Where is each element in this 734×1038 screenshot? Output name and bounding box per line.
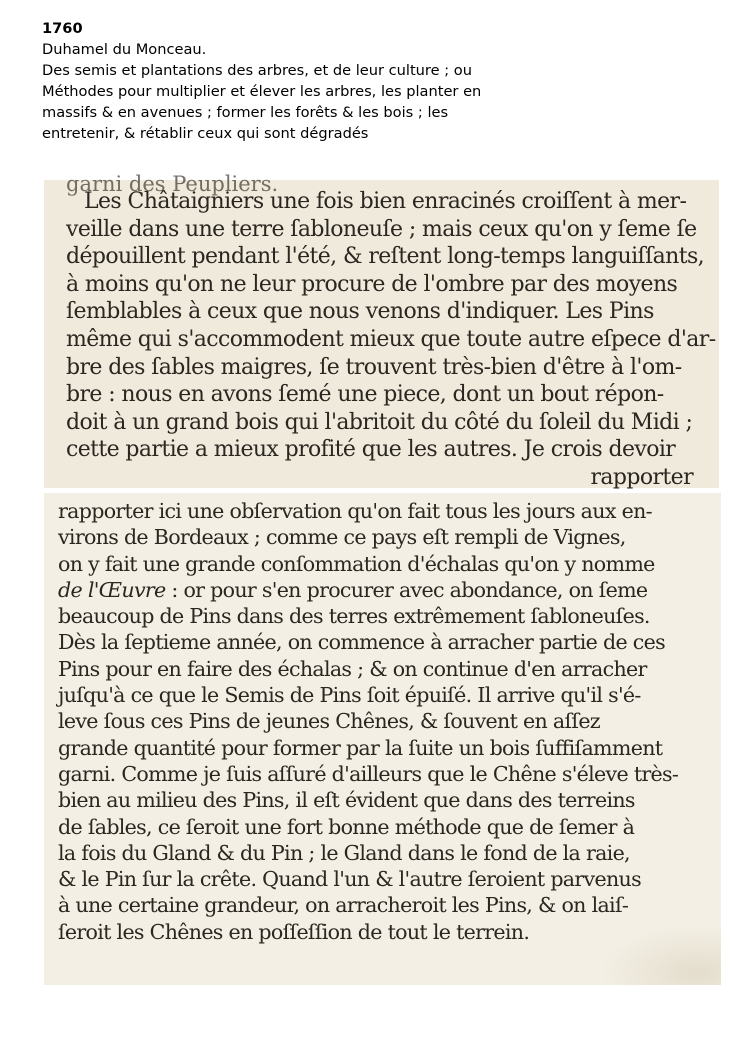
text-line: de ſables, ce ſeroit une fort bonne méthode que de ſemer à: [58, 814, 635, 839]
text-line: bre : nous en avons ſemé une piece, dont un bout répon-: [66, 382, 664, 408]
text-line: grande quantité pour former par la ſuite un bois ſuffiſamment: [58, 735, 663, 760]
text-fragment: : or pour s'en procurer avec abondance, on ſeme: [165, 577, 648, 602]
text-line: beaucoup de Pins dans des terres extrêmement ſabloneuſes.: [58, 604, 650, 629]
text-line: garni. Comme je ſuis aſſuré d'ailleurs que le Chêne s'éleve très-: [58, 761, 679, 786]
text-line: Les Châtaigniers une fois bien enracinés croiſſent à mer-: [84, 189, 687, 214]
scanned-page-excerpt-bottom: [44, 493, 721, 985]
caption-header: [42, 18, 702, 144]
text-line: dépouillent pendant l'été, & reſtent long-temps languiſſants,: [66, 244, 705, 270]
text-line: ſeroit les Chênes en poſſeſſion de tout le terrein.: [58, 919, 530, 944]
text-line: bre des ſables maigres, ſe trouvent très-bien d'être à l'om-: [66, 354, 682, 380]
text-line: virons de Bordeaux ; comme ce pays eſt rempli de Vignes,: [58, 525, 626, 550]
author-label: Duhamel du Monceau.: [42, 41, 207, 58]
cropped-line: garni des Peupliers.: [66, 172, 279, 196]
text-line: à moins qu'on ne leur procure de l'ombre par des moyens: [66, 271, 678, 297]
text-line: rapporter ici une obſervation qu'on fait tous les jours aux en-: [58, 499, 652, 523]
title-line: massifs & en avenues ; former les forêts & les bois ; les: [42, 104, 449, 121]
text-line: on y fait une grande conſommation d'échalas qu'on y nomme: [58, 551, 655, 576]
title-line: Des semis et plantations des arbres, et de leur culture ; ou: [42, 62, 472, 79]
text-line: la fois du Gland & du Pin ; le Gland dans le fond de la raie,: [58, 840, 630, 865]
text-line: & le Pin ſur la crête. Quand l'un & l'autre ſeroient parvenus: [58, 867, 641, 892]
text-line: juſqu'à ce que le Semis de Pins ſoit épuiſé. Il arrive qu'il s'é-: [58, 683, 641, 708]
year-label: 1760: [42, 20, 83, 37]
title-line: Méthodes pour multiplier et élever les arbres, les planter en: [42, 83, 482, 100]
scanned-page-excerpt-top: [44, 172, 719, 490]
text-line: bien au milieu des Pins, il eſt évident que dans des terreins: [58, 788, 635, 813]
text-line: Pins pour en faire des échalas ; & on continue d'en arracher: [58, 656, 647, 681]
text-line: cette partie a mieux profité que les autres. Je crois devoir: [66, 437, 676, 463]
text-line: leve ſous ces Pins de jeunes Chênes, & ſouvent en aſſez: [58, 709, 600, 734]
text-line: ſemblables à ceux que nous venons d'indiquer. Les Pins: [66, 299, 654, 325]
title-line: entretenir, & rétablir ceux qui sont dégradés: [42, 125, 369, 142]
text-line: à une certaine grandeur, on arracheroit les Pins, & on laiſ-: [58, 893, 629, 918]
text-line: veille dans une terre ſabloneuſe ; mais ceux qu'on y ſeme ſe: [66, 216, 697, 242]
catchword: rapporter: [590, 464, 693, 490]
text-line-with-italic: [58, 577, 707, 603]
italic-term: de l'Œuvre: [58, 577, 166, 602]
text-line: Dès la ſeptieme année, on commence à arracher partie de ces: [58, 630, 665, 655]
text-line: doit à un grand bois qui l'abritoit du côté du ſoleil du Midi ;: [66, 409, 693, 435]
text-line: même qui s'accommodent mieux que toute autre eſpece d'ar-: [66, 326, 716, 352]
